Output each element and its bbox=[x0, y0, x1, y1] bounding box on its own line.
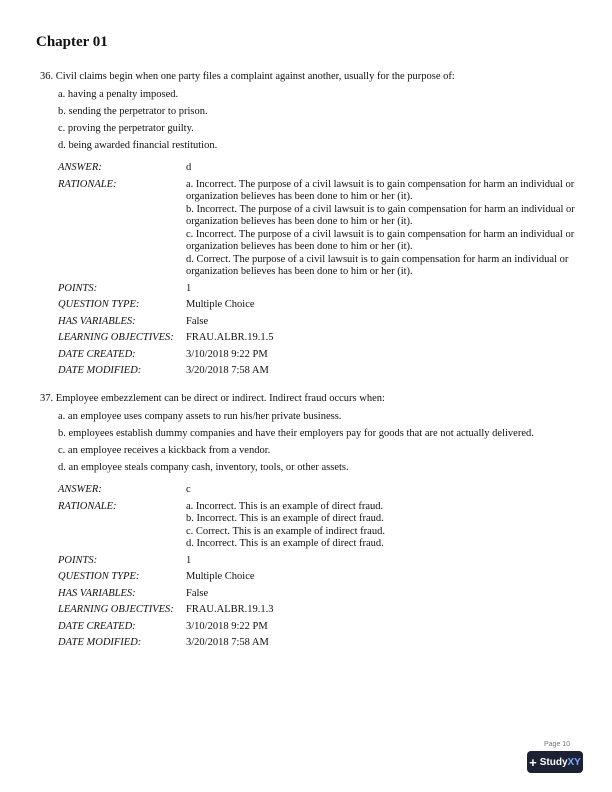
answer-label: ANSWER: bbox=[58, 162, 102, 173]
points-label: POINTS: bbox=[58, 554, 98, 566]
learning-objectives-value: FRAU.ALBR.19.1.5 bbox=[186, 332, 274, 343]
date-created-value: 3/10/2018 9:22 PM bbox=[186, 620, 268, 632]
question-stem: 37. Employee embezzlement can be direct or indirect. Indirect fraud occurs when: bbox=[40, 393, 385, 404]
has-variables-label: HAS VARIABLES: bbox=[58, 587, 136, 599]
question-type-label: QUESTION TYPE: bbox=[58, 299, 140, 310]
date-modified-label: DATE MODIFIED: bbox=[58, 365, 142, 376]
rationale-row bbox=[58, 179, 580, 279]
date-created-row bbox=[58, 621, 580, 634]
points-value: 1 bbox=[186, 554, 192, 566]
rationale-line: b. Incorrect. The purpose of a civil lawsuit is to gain compensation for harm an individual or organization believes has been done to him or her (it). bbox=[186, 203, 575, 227]
learning-objectives-value: FRAU.ALBR.19.1.3 bbox=[186, 604, 274, 615]
date-created-label: DATE CREATED: bbox=[58, 620, 136, 632]
chapter-title: Chapter 01 bbox=[36, 34, 108, 50]
date-created-row bbox=[58, 349, 580, 362]
has-variables-value: False bbox=[186, 315, 209, 327]
date-modified-row bbox=[58, 637, 580, 650]
answer-row bbox=[58, 484, 580, 497]
points-value: 1 bbox=[186, 282, 192, 294]
plus-icon: + bbox=[529, 754, 537, 770]
answer-value: d bbox=[186, 162, 192, 173]
rationale-line: b. Incorrect. This is an example of direct fraud. bbox=[186, 513, 384, 524]
answer-label: ANSWER: bbox=[58, 484, 102, 495]
question-stem: 36. Civil claims begin when one party files a complaint against another, usually for the purpose of: bbox=[40, 71, 455, 82]
question-37 bbox=[40, 392, 580, 654]
rationale-value bbox=[186, 179, 580, 279]
has-variables-row bbox=[58, 316, 580, 329]
points-row bbox=[58, 283, 580, 296]
question-metadata bbox=[40, 484, 580, 650]
rationale-label: RATIONALE: bbox=[58, 500, 117, 512]
question-type-value: Multiple Choice bbox=[186, 571, 255, 582]
rationale-line: a. Incorrect. This is an example of direct fraud. bbox=[186, 500, 384, 512]
question-type-row bbox=[58, 571, 580, 584]
rationale-line: c. Incorrect. The purpose of a civil lawsuit is to gain compensation for harm an individual or organization believes has been done to him or her (it). bbox=[186, 228, 575, 252]
question-metadata bbox=[40, 162, 580, 378]
badge-text: Study bbox=[539, 756, 568, 768]
date-modified-value: 3/20/2018 7:58 AM bbox=[186, 637, 269, 648]
rationale-line: d. Correct. The purpose of a civil lawsuit is to gain compensation for harm an individual or organization believes has been done to him or her (it). bbox=[186, 253, 569, 277]
rationale-value bbox=[186, 501, 580, 551]
learning-objectives-row bbox=[58, 332, 580, 345]
date-modified-label: DATE MODIFIED: bbox=[58, 637, 142, 648]
rationale-line: d. Incorrect. This is an example of direct fraud. bbox=[186, 538, 384, 549]
rationale-label: RATIONALE: bbox=[58, 178, 117, 190]
badge-accent: XY bbox=[567, 756, 581, 768]
points-row bbox=[58, 555, 580, 568]
rationale-line: a. Incorrect. The purpose of a civil lawsuit is to gain compensation for harm an individual or organization believes has been done to him or her (it). bbox=[186, 178, 575, 202]
date-created-value: 3/10/2018 9:22 PM bbox=[186, 348, 268, 360]
has-variables-row bbox=[58, 588, 580, 601]
option-c: c. proving the perpetrator guilty. bbox=[58, 123, 194, 134]
learning-objectives-label: LEARNING OBJECTIVES: bbox=[58, 604, 174, 615]
date-modified-value: 3/20/2018 7:58 AM bbox=[186, 365, 269, 376]
rationale-row bbox=[58, 501, 580, 551]
has-variables-value: False bbox=[186, 587, 209, 599]
answer-row bbox=[58, 162, 580, 175]
option-b: b. employees establish dummy companies and have their employers pay for goods that are not actually delivered. bbox=[58, 428, 534, 439]
points-label: POINTS: bbox=[58, 282, 98, 294]
studyxy-badge[interactable] bbox=[527, 751, 583, 773]
page-number: Page 10 bbox=[544, 741, 571, 748]
option-a: a. having a penalty imposed. bbox=[58, 89, 179, 100]
answer-value: c bbox=[186, 484, 191, 495]
question-36 bbox=[40, 70, 580, 382]
learning-objectives-row bbox=[58, 604, 580, 617]
question-type-row bbox=[58, 299, 580, 312]
option-b: b. sending the perpetrator to prison. bbox=[58, 106, 208, 117]
date-created-label: DATE CREATED: bbox=[58, 348, 136, 360]
option-a: a. an employee uses company assets to run his/her private business. bbox=[58, 411, 342, 422]
question-type-value: Multiple Choice bbox=[186, 299, 255, 310]
rationale-line: c. Correct. This is an example of indirect fraud. bbox=[186, 525, 385, 537]
has-variables-label: HAS VARIABLES: bbox=[58, 315, 136, 327]
date-modified-row bbox=[58, 365, 580, 378]
option-d: d. being awarded financial restitution. bbox=[58, 140, 218, 151]
option-c: c. an employee receives a kickback from a vendor. bbox=[58, 445, 271, 456]
question-type-label: QUESTION TYPE: bbox=[58, 571, 140, 582]
option-d: d. an employee steals company cash, inventory, tools, or other assets. bbox=[58, 462, 349, 473]
learning-objectives-label: LEARNING OBJECTIVES: bbox=[58, 332, 174, 343]
